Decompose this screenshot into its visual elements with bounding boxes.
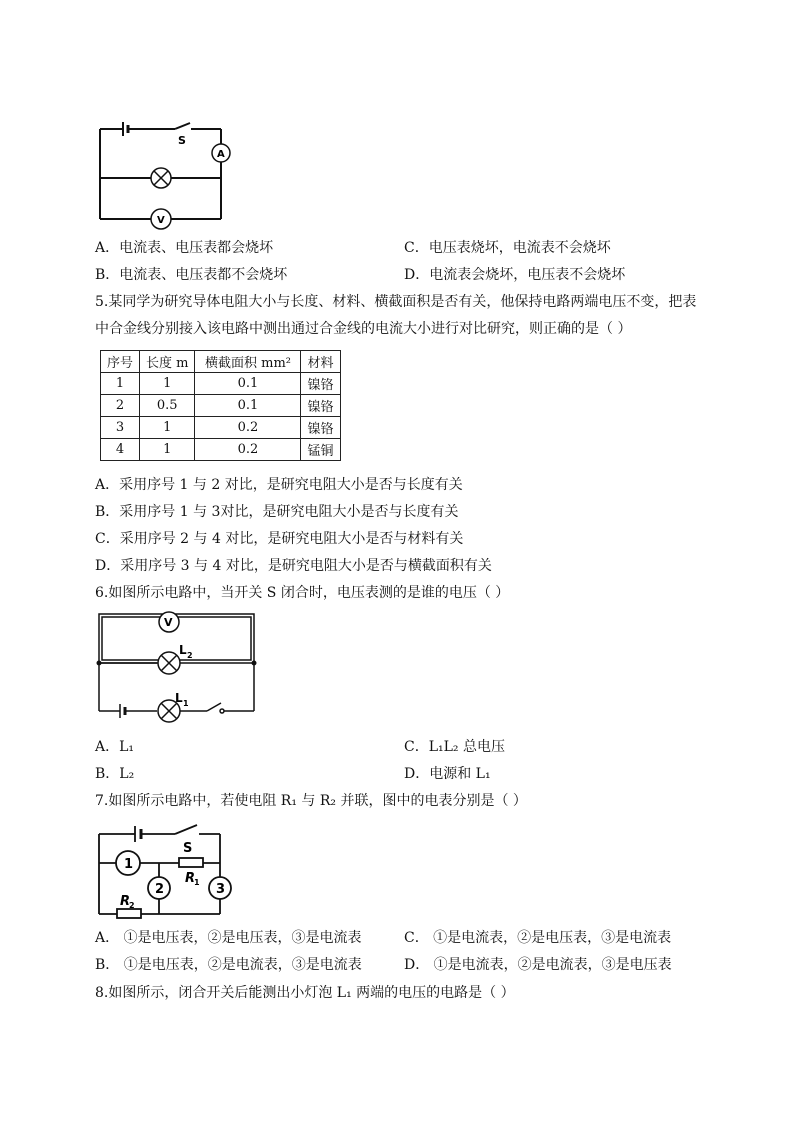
table-header-cell: 长度 m: [140, 351, 195, 373]
q8-stem: 8.如图所示，闭合开关后能测出小灯泡 L₁ 两端的电压的电路是（ ）: [95, 985, 515, 1001]
table-header-cell: 序号: [101, 351, 140, 373]
table-header-row: [101, 351, 341, 373]
q7-option-c: C． ①是电流表，②是电压表，③是电流表: [404, 930, 672, 946]
table-cell: 0.2: [195, 439, 301, 461]
table-cell: 镍铬: [301, 373, 340, 395]
r1-label: R: [185, 871, 196, 886]
q4-option-a: A．电流表、电压表都会烧坏: [95, 240, 274, 256]
table-cell: 2: [101, 395, 140, 417]
table-cell: 0.5: [140, 395, 195, 417]
r2-subscript: 2: [129, 901, 135, 910]
q6-circuit-figure: [95, 608, 260, 723]
table-cell: 1: [140, 417, 195, 439]
voltmeter-label: V: [157, 215, 165, 226]
q5-option-d: D．采用序号 3 与 4 对比，是研究电阻大小是否与横截面积有关: [95, 558, 492, 574]
q5-option-b: B．采用序号 1 与 3对比，是研究电阻大小是否与长度有关: [95, 504, 459, 520]
q4-option-d: D．电流表会烧坏，电压表不会烧坏: [404, 267, 626, 283]
table-row: [101, 439, 341, 461]
table-cell: 3: [101, 417, 140, 439]
q7-circuit-figure: [95, 818, 245, 920]
r1-subscript: 1: [194, 878, 200, 887]
table-cell: 0.1: [195, 373, 301, 395]
q7-option-b: B． ①是电压表，②是电流表，③是电流表: [95, 957, 362, 973]
q7-option-a: A． ①是电压表，②是电压表，③是电流表: [95, 930, 362, 946]
table-cell: 1: [101, 373, 140, 395]
table-header-cell: 材料: [301, 351, 340, 373]
lamp1-label: L: [175, 691, 183, 705]
table-row: [101, 373, 341, 395]
table-cell: 0.1: [195, 395, 301, 417]
q6-option-a: A．L₁: [95, 739, 135, 755]
q4-circuit-figure: [95, 120, 240, 230]
q5-option-c: C．采用序号 2 与 4 对比，是研究电阻大小是否与材料有关: [95, 531, 464, 547]
table-header-cell: 横截面积 mm²: [195, 351, 301, 373]
q5-option-a: A．采用序号 1 与 2 对比，是研究电阻大小是否与长度有关: [95, 477, 463, 493]
q6-option-b: B．L₂: [95, 766, 135, 782]
table-cell: 1: [140, 373, 195, 395]
meter1-label: 1: [124, 857, 134, 872]
q5-data-table: [100, 350, 341, 461]
table-cell: 4: [101, 439, 140, 461]
q7-option-d: D． ①是电流表，②是电流表，③是电压表: [404, 957, 672, 973]
meter2-label: 2: [155, 882, 165, 897]
table-cell: 镍铬: [301, 417, 340, 439]
table-row: [101, 417, 341, 439]
q7-stem: 7.如图所示电路中，若使电阻 R₁ 与 R₂ 并联，图中的电表分别是（ ）: [95, 793, 527, 809]
q5-stem-line1: 5.某同学为研究导体电阻大小与长度、材料、横截面积是否有关，他保持电路两端电压不变，把表: [95, 294, 697, 310]
q6-option-c: C．L₁L₂ 总电压: [404, 739, 505, 755]
q4-option-b: B．电流表、电压表都不会烧坏: [95, 267, 288, 283]
q4-option-c: C．电压表烧坏，电流表不会烧坏: [404, 240, 611, 256]
table-cell: 锰铜: [301, 439, 340, 461]
ammeter-label: A: [217, 149, 225, 160]
table-cell: 0.2: [195, 417, 301, 439]
voltmeter-label: V: [164, 616, 173, 629]
q6-stem: 6.如图所示电路中，当开关 S 闭合时，电压表测的是谁的电压（ ）: [95, 585, 510, 601]
q5-stem-line2: 中合金线分别接入该电路中测出通过合金线的电流大小进行对比研究，则正确的是（ ）: [95, 321, 632, 337]
q6-option-d: D．电源和 L₁: [404, 766, 491, 782]
switch-label: S: [183, 841, 193, 856]
table-cell: 1: [140, 439, 195, 461]
table-row: [101, 395, 341, 417]
r2-label: R: [120, 894, 131, 909]
lamp2-subscript: 2: [187, 651, 193, 660]
meter3-label: 3: [216, 882, 226, 897]
switch-label: S: [178, 134, 186, 147]
table-cell: 镍铬: [301, 395, 340, 417]
lamp1-subscript: 1: [183, 699, 189, 708]
lamp2-label: L: [179, 643, 187, 657]
